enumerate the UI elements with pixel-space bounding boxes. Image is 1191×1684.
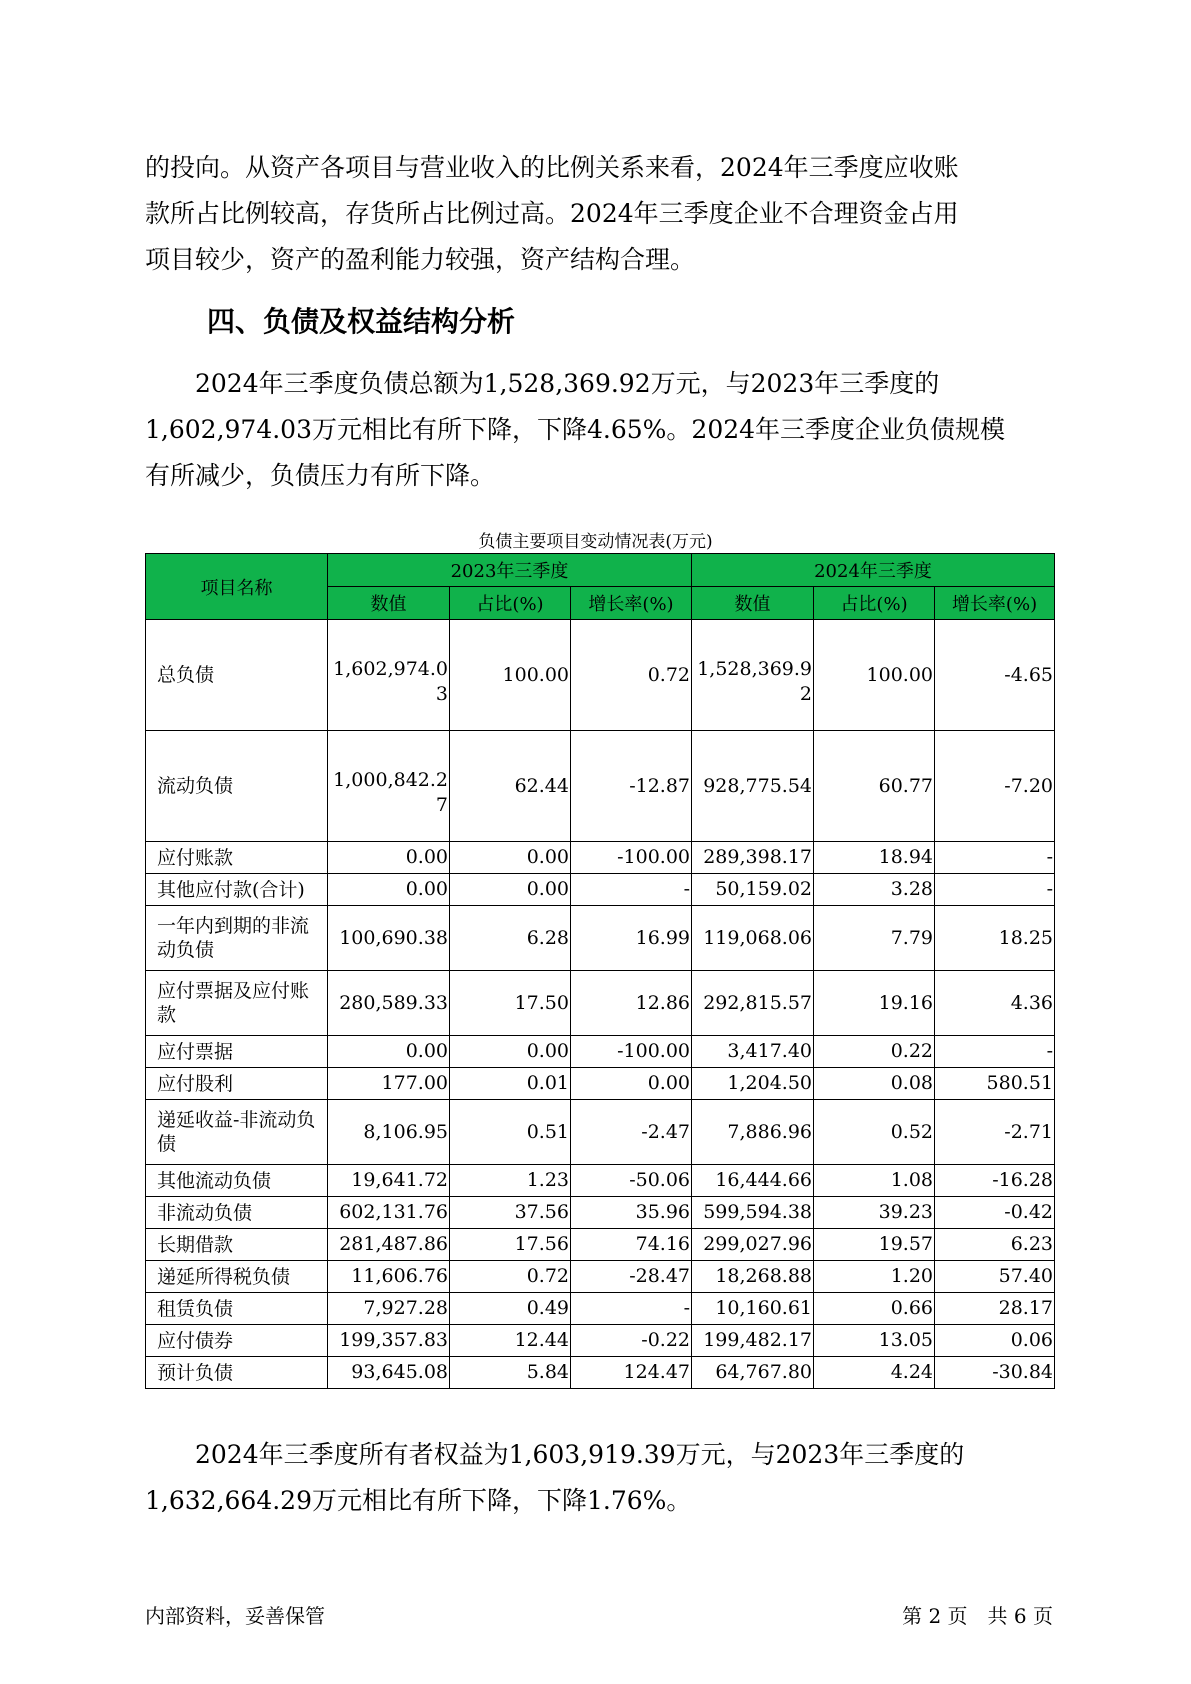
growth-2023: -100.00: [571, 1036, 692, 1068]
item-name-header: 项目名称: [146, 554, 328, 620]
growth-header-2023: 增长率(%): [571, 587, 692, 620]
table-row: [146, 1293, 1055, 1325]
share-2023: 0.51: [450, 1100, 571, 1165]
value-2023: 93,645.08: [328, 1357, 450, 1389]
row-name: 其他应付款(合计): [146, 874, 328, 906]
value-2023: 280,589.33: [328, 971, 450, 1036]
share-2024: 39.23: [814, 1197, 935, 1229]
intro-line: 款所占比例较高，存货所占比例过高。2024年三季度企业不合理资金占用: [145, 199, 959, 228]
equity-paragraph: [145, 1432, 1053, 1524]
share-2024: 0.52: [814, 1100, 935, 1165]
share-header-2024: 占比(%): [814, 587, 935, 620]
table-row: [146, 1229, 1055, 1261]
value-2024: 1,528,369.92: [692, 620, 814, 731]
row-name: 应付股利: [146, 1068, 328, 1100]
growth-2024: 57.40: [935, 1261, 1055, 1293]
value-2024: 18,268.88: [692, 1261, 814, 1293]
value-2023: 0.00: [328, 1036, 450, 1068]
row-name: 预计负债: [146, 1357, 328, 1389]
value-2024: 16,444.66: [692, 1165, 814, 1197]
value-2023: 199,357.83: [328, 1325, 450, 1357]
row-name: 一年内到期的非流动负债: [146, 906, 328, 971]
growth-2023: 35.96: [571, 1197, 692, 1229]
share-2023: 0.00: [450, 1036, 571, 1068]
growth-header-2024: 增长率(%): [935, 587, 1055, 620]
share-2023: 0.00: [450, 842, 571, 874]
value-2024: 199,482.17: [692, 1325, 814, 1357]
growth-2024: 4.36: [935, 971, 1055, 1036]
growth-2023: 124.47: [571, 1357, 692, 1389]
growth-2024: -: [935, 874, 1055, 906]
row-name: 租赁负债: [146, 1293, 328, 1325]
equity-line: 1,632,664.29万元相比有所下降，下降1.76%。: [145, 1486, 692, 1515]
value-2024: 10,160.61: [692, 1293, 814, 1325]
value-2023: 19,641.72: [328, 1165, 450, 1197]
value-2024: 7,886.96: [692, 1100, 814, 1165]
liability-table: [145, 553, 1055, 1389]
growth-2024: 0.06: [935, 1325, 1055, 1357]
growth-2024: -: [935, 842, 1055, 874]
value-2023: 602,131.76: [328, 1197, 450, 1229]
liability-line: 有所减少，负债压力有所下降。: [145, 461, 496, 490]
share-2023: 37.56: [450, 1197, 571, 1229]
row-name: 递延收益-非流动负债: [146, 1100, 328, 1165]
share-2023: 6.28: [450, 906, 571, 971]
share-2024: 19.57: [814, 1229, 935, 1261]
growth-2023: 12.86: [571, 971, 692, 1036]
share-2024: 60.77: [814, 731, 935, 842]
share-2024: 18.94: [814, 842, 935, 874]
growth-2023: 0.00: [571, 1068, 692, 1100]
table-row: [146, 1197, 1055, 1229]
growth-2023: -2.47: [571, 1100, 692, 1165]
value-2024: 928,775.54: [692, 731, 814, 842]
table-row: [146, 1165, 1055, 1197]
period-2023-header: 2023年三季度: [328, 554, 692, 587]
share-2023: 5.84: [450, 1357, 571, 1389]
share-2024: 7.79: [814, 906, 935, 971]
share-2024: 13.05: [814, 1325, 935, 1357]
table-row: [146, 842, 1055, 874]
share-2023: 0.00: [450, 874, 571, 906]
table-row: [146, 971, 1055, 1036]
share-2024: 1.08: [814, 1165, 935, 1197]
value-2024: 292,815.57: [692, 971, 814, 1036]
value-2024: 289,398.17: [692, 842, 814, 874]
growth-2024: -2.71: [935, 1100, 1055, 1165]
row-name: 应付票据及应付账款: [146, 971, 328, 1036]
growth-2023: -: [571, 874, 692, 906]
growth-2023: 16.99: [571, 906, 692, 971]
value-2023: 177.00: [328, 1068, 450, 1100]
share-2023: 0.72: [450, 1261, 571, 1293]
row-name: 其他流动负债: [146, 1165, 328, 1197]
section-heading: 四、负债及权益结构分析: [207, 305, 516, 338]
row-name: 递延所得税负债: [146, 1261, 328, 1293]
equity-line: 2024年三季度所有者权益为1,603,919.39万元，与2023年三季度的: [145, 1440, 965, 1469]
growth-2024: 6.23: [935, 1229, 1055, 1261]
row-name: 应付债券: [146, 1325, 328, 1357]
value-2024: 50,159.02: [692, 874, 814, 906]
table-row: [146, 1036, 1055, 1068]
value-2024: 1,204.50: [692, 1068, 814, 1100]
value-2024: 64,767.80: [692, 1357, 814, 1389]
share-2024: 0.66: [814, 1293, 935, 1325]
value-2023: 1,602,974.03: [328, 620, 450, 731]
value-2023: 0.00: [328, 874, 450, 906]
share-2023: 100.00: [450, 620, 571, 731]
share-2024: 19.16: [814, 971, 935, 1036]
period-2024-header: 2024年三季度: [692, 554, 1055, 587]
table-row: [146, 620, 1055, 731]
value-2024: 119,068.06: [692, 906, 814, 971]
intro-line: 的投向。从资产各项目与营业收入的比例关系来看，2024年三季度应收账: [145, 153, 959, 182]
row-name: 应付票据: [146, 1036, 328, 1068]
share-2024: 100.00: [814, 620, 935, 731]
share-2023: 17.56: [450, 1229, 571, 1261]
table-row: [146, 1068, 1055, 1100]
growth-2024: -16.28: [935, 1165, 1055, 1197]
table-row: [146, 1357, 1055, 1389]
table-row: [146, 874, 1055, 906]
share-2023: 17.50: [450, 971, 571, 1036]
growth-2023: -50.06: [571, 1165, 692, 1197]
value-2023: 1,000,842.27: [328, 731, 450, 842]
growth-2024: 18.25: [935, 906, 1055, 971]
growth-2023: 0.72: [571, 620, 692, 731]
growth-2023: -: [571, 1293, 692, 1325]
row-name: 非流动负债: [146, 1197, 328, 1229]
share-2023: 62.44: [450, 731, 571, 842]
share-2024: 0.08: [814, 1068, 935, 1100]
value-header-2023: 数值: [328, 587, 450, 620]
share-2024: 1.20: [814, 1261, 935, 1293]
table-row: [146, 1261, 1055, 1293]
confidential-note: 内部资料，妥善保管: [145, 1604, 325, 1628]
share-2024: 4.24: [814, 1357, 935, 1389]
value-2023: 100,690.38: [328, 906, 450, 971]
value-header-2024: 数值: [692, 587, 814, 620]
growth-2023: -0.22: [571, 1325, 692, 1357]
intro-paragraph: [145, 145, 1053, 283]
table-row: [146, 1325, 1055, 1357]
page-number: 第 2 页 共 6 页: [902, 1604, 1053, 1628]
growth-2023: -28.47: [571, 1261, 692, 1293]
row-name: 应付账款: [146, 842, 328, 874]
growth-2024: 580.51: [935, 1068, 1055, 1100]
growth-2024: 28.17: [935, 1293, 1055, 1325]
row-name: 流动负债: [146, 731, 328, 842]
intro-line: 项目较少，资产的盈利能力较强，资产结构合理。: [145, 245, 696, 274]
share-2023: 1.23: [450, 1165, 571, 1197]
share-2023: 12.44: [450, 1325, 571, 1357]
table-row: [146, 1100, 1055, 1165]
value-2024: 599,594.38: [692, 1197, 814, 1229]
row-name: 长期借款: [146, 1229, 328, 1261]
value-2023: 11,606.76: [328, 1261, 450, 1293]
row-name: 总负债: [146, 620, 328, 731]
growth-2023: 74.16: [571, 1229, 692, 1261]
liability-paragraph: [145, 361, 1053, 499]
growth-2024: -: [935, 1036, 1055, 1068]
share-header-2023: 占比(%): [450, 587, 571, 620]
share-2024: 3.28: [814, 874, 935, 906]
table-row: [146, 906, 1055, 971]
value-2023: 8,106.95: [328, 1100, 450, 1165]
table-caption: 负债主要项目变动情况表(万元): [478, 532, 713, 552]
growth-2024: -4.65: [935, 620, 1055, 731]
growth-2024: -0.42: [935, 1197, 1055, 1229]
value-2023: 0.00: [328, 842, 450, 874]
growth-2024: -30.84: [935, 1357, 1055, 1389]
table-row: [146, 731, 1055, 842]
growth-2023: -12.87: [571, 731, 692, 842]
liability-line: 2024年三季度负债总额为1,528,369.92万元，与2023年三季度的: [145, 369, 940, 398]
share-2023: 0.49: [450, 1293, 571, 1325]
value-2023: 281,487.86: [328, 1229, 450, 1261]
value-2023: 7,927.28: [328, 1293, 450, 1325]
growth-2023: -100.00: [571, 842, 692, 874]
value-2024: 3,417.40: [692, 1036, 814, 1068]
value-2024: 299,027.96: [692, 1229, 814, 1261]
share-2023: 0.01: [450, 1068, 571, 1100]
liability-line: 1,602,974.03万元相比有所下降，下降4.65%。2024年三季度企业负债规模: [145, 415, 1006, 444]
growth-2024: -7.20: [935, 731, 1055, 842]
share-2024: 0.22: [814, 1036, 935, 1068]
